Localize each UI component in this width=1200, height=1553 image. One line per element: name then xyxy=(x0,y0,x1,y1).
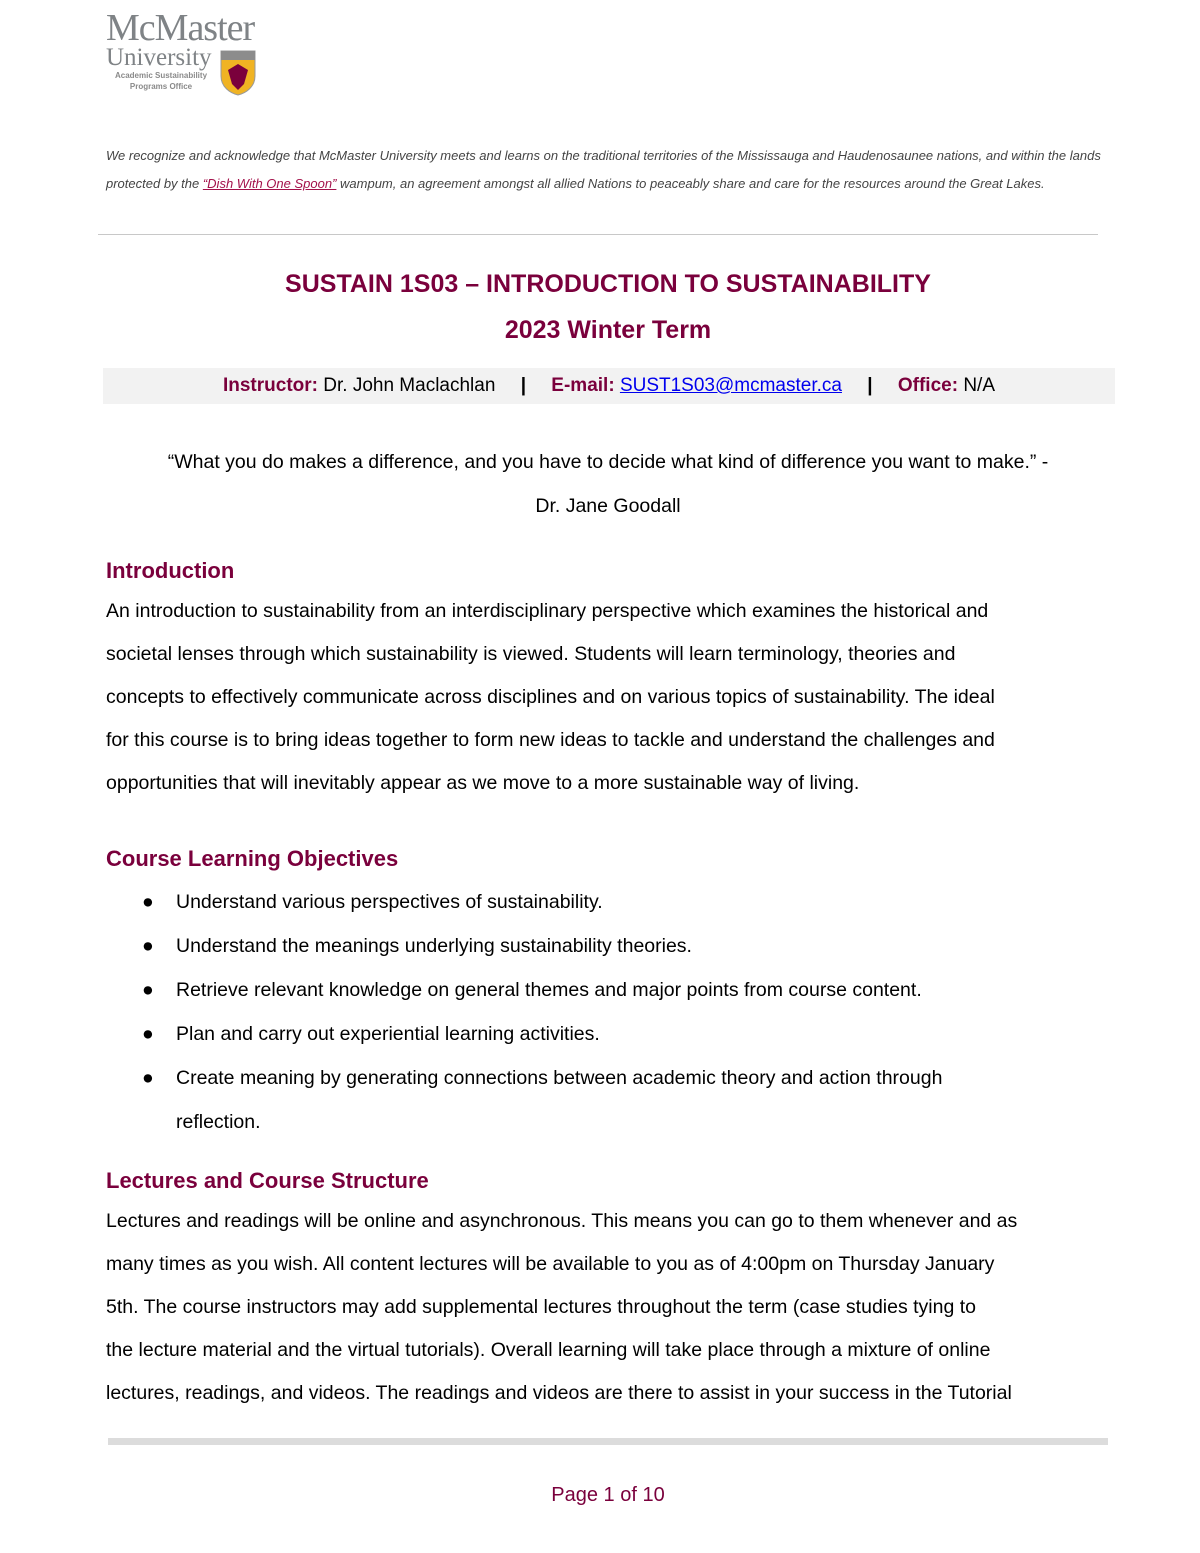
list-item-continued: reflection. xyxy=(176,1111,261,1133)
list-item: ● Create meaning by generating connections between academic theory and action through xyxy=(106,1056,942,1100)
logo-office-line2: Programs Office xyxy=(129,82,193,91)
text-line: many times as you wish. All content lectures will be available to you as of 4:00pm on Thursday January xyxy=(106,1253,995,1275)
course-term: 2023 Winter Term xyxy=(504,316,712,344)
quote-text: “What you do makes a difference, and you have to decide what kind of difference you want to make.” - xyxy=(167,451,1049,473)
ack-text: We recognize and acknowledge that McMaster University meets and learns on the traditional territories of the Mississauga and Haudenosaunee nations, and within the lands protected by the xyxy=(106,148,1101,191)
text-line: lectures, readings, and videos. The readings and videos are there to assist in your success in the Tutorial xyxy=(106,1382,1012,1404)
ack-text-end: wampum, an agreement amongst all allied Nations to peaceably share and care for the resources around the Great Lakes. xyxy=(336,176,1045,191)
email-link[interactable]: SUST1S03@mcmaster.ca xyxy=(619,375,842,396)
quote-author: Dr. Jane Goodall xyxy=(535,495,681,517)
bullet-icon: ● xyxy=(142,891,154,913)
bullet-icon: ● xyxy=(142,1023,154,1045)
text-line: 5th. The course instructors may add supplemental lectures throughout the term (case studies tying to xyxy=(106,1296,977,1318)
list-item: ● Understand various perspectives of sustainability. xyxy=(106,880,942,924)
list-item: ● Plan and carry out experiential learning activities. xyxy=(106,1012,942,1056)
bullet-icon: ● xyxy=(142,979,154,1001)
text-line: opportunities that will inevitably appear as we move to a more sustainable way of living. xyxy=(106,772,860,794)
bullet-icon: ● xyxy=(142,1067,154,1089)
email-label: E-mail: xyxy=(551,375,615,396)
text-line: for this course is to bring ideas together to form new ideas to tackle and understand the challenges and xyxy=(106,729,995,751)
crest-icon xyxy=(220,50,256,96)
instructor-name: Dr. John Maclachlan xyxy=(317,375,496,396)
instructor-label: Instructor: xyxy=(222,375,318,396)
heading-lectures: Lectures and Course Structure xyxy=(106,1168,429,1193)
course-info-bar xyxy=(103,368,1115,404)
quote xyxy=(0,440,1200,528)
page-number: Page 1 of 10 xyxy=(551,1484,665,1506)
dish-with-one-spoon-link[interactable]: “Dish With One Spoon” xyxy=(202,176,337,191)
introduction-paragraph xyxy=(106,590,995,805)
logo-office-line1: Academic Sustainability xyxy=(114,71,208,80)
text-line: the lecture material and the virtual tutorials). Overall learning will take place through a mixture of online xyxy=(106,1339,991,1361)
office-label: Office: xyxy=(897,375,959,396)
bullet-icon: ● xyxy=(142,935,154,957)
footer-divider xyxy=(108,1438,1108,1445)
separator: | xyxy=(520,375,527,396)
list-item: ● Understand the meanings underlying sustainability theories. xyxy=(106,924,942,968)
divider xyxy=(98,234,1098,235)
office-value: N/A xyxy=(958,375,995,396)
logo-mcmaster: McMaster xyxy=(106,7,255,49)
mcmaster-logo xyxy=(106,7,266,100)
separator: | xyxy=(867,375,873,396)
lectures-paragraph xyxy=(106,1200,1017,1415)
text-line: concepts to effectively communicate across disciplines and on various topics of sustainability. The ideal xyxy=(106,686,995,708)
course-title: SUSTAIN 1S03 – INTRODUCTION TO SUSTAINABILITY xyxy=(285,270,931,298)
text-line: Lectures and readings will be online and asynchronous. This means you can go to them whenever and as xyxy=(106,1210,1018,1232)
heading-introduction: Introduction xyxy=(106,558,235,583)
objectives-list xyxy=(106,880,942,1144)
list-item: ● Retrieve relevant knowledge on general themes and major points from course content. xyxy=(106,968,942,1012)
text-line: societal lenses through which sustainability is viewed. Students will learn terminology, theories and xyxy=(106,643,956,665)
text-line: An introduction to sustainability from an interdisciplinary perspective which examines the historical and xyxy=(106,600,989,622)
land-acknowledgement xyxy=(106,142,1116,198)
heading-objectives: Course Learning Objectives xyxy=(106,846,399,871)
logo-university: University xyxy=(106,44,212,71)
